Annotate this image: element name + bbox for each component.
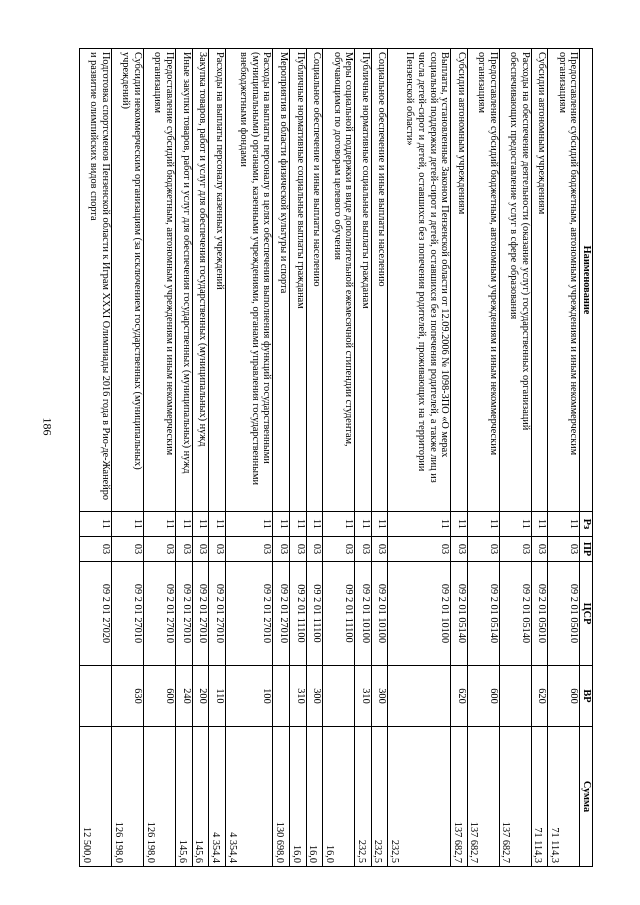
table-header-row [580,49,593,867]
cell-vr: 100 [226,666,273,727]
cell-sum: 137 682,7 [451,727,468,867]
cell-vr [80,666,112,727]
cell-sum: 126 198,0 [112,727,144,867]
cell-csr: 09 2 01 27010 [192,562,209,666]
table-row [531,49,548,867]
cell-name: Мероприятия в области физической культуры и спорта [273,49,290,512]
cell-csr: 09 2 01 27010 [209,562,226,666]
cell-pr: 03 [388,537,451,562]
cell-pr: 03 [355,537,372,562]
table-row [388,49,451,867]
cell-sum: 232,5 [371,727,388,867]
cell-csr: 09 2 01 05010 [548,562,580,666]
cell-rz: 11 [192,512,209,537]
cell-csr: 09 2 01 11100 [306,562,323,666]
cell-pr: 03 [306,537,323,562]
cell-name: Расходы на выплаты персоналу казенных учреждений [209,49,226,512]
cell-pr: 03 [112,537,144,562]
cell-name: Предоставление субсидий бюджетным, автономным учреждениям и иным некоммерческим организациям [144,49,176,512]
table-body [80,49,580,867]
cell-vr: 600 [467,666,499,727]
cell-sum: 16,0 [306,727,323,867]
cell-rz: 11 [209,512,226,537]
cell-rz: 11 [499,512,531,537]
cell-vr: 620 [451,666,468,727]
cell-sum: 12 500,0 [80,727,112,867]
cell-pr: 03 [273,537,290,562]
header-csr: ЦСР [580,562,593,666]
cell-pr: 03 [548,537,580,562]
cell-name: Подготовка спортсменов Пензенской области к Играм XXXI Олимпиады 2016 года в Рио-де-Жанейро и развитие олимпийских видов спорта [80,49,112,512]
cell-pr: 03 [209,537,226,562]
cell-sum: 16,0 [289,727,306,867]
table-row [548,49,580,867]
cell-vr: 110 [209,666,226,727]
header-name: Наименование [580,49,593,512]
table-row [371,49,388,867]
cell-csr: 09 2 01 27010 [226,562,273,666]
cell-name: Социальное обеспечение и иные выплаты населению [371,49,388,512]
table-row [112,49,144,867]
cell-sum: 4 354,4 [209,727,226,867]
cell-pr: 03 [323,537,355,562]
table-row [306,49,323,867]
cell-sum: 232,5 [355,727,372,867]
cell-csr: 09 2 01 10100 [355,562,372,666]
cell-pr: 03 [371,537,388,562]
cell-name: Выплаты, установленные Законом Пензенской области от 12.09.2006 № 1098-ЗПО «О мерах социальной поддержки детей-сирот и детей, оставшихся без попечения родителей, а также лиц из числа детей-сирот и детей, оставшихся без попечения родителей, проживающих на территории Пензенской области» [388,49,451,512]
cell-rz: 11 [388,512,451,537]
table-row [323,49,355,867]
cell-vr: 310 [355,666,372,727]
cell-vr [499,666,531,727]
table-row [209,49,226,867]
cell-name: Субсидии автономным учреждениям [451,49,468,512]
cell-name: Предоставление субсидий бюджетным, автономным учреждениям и иным некоммерческим организациям [548,49,580,512]
cell-rz: 11 [112,512,144,537]
cell-csr: 09 2 01 11100 [323,562,355,666]
cell-rz: 11 [176,512,193,537]
cell-sum: 4 354,4 [226,727,273,867]
cell-csr: 09 2 01 05140 [451,562,468,666]
cell-name: Закупка товаров, работ и услуг для обеспечения государственных (муниципальных) нужд [192,49,209,512]
cell-csr: 09 2 01 27010 [112,562,144,666]
cell-pr: 03 [80,537,112,562]
cell-pr: 03 [499,537,531,562]
cell-rz: 11 [226,512,273,537]
table-row [499,49,531,867]
cell-pr: 03 [226,537,273,562]
header-rz: Рз [580,512,593,537]
cell-vr: 240 [176,666,193,727]
cell-rz: 11 [289,512,306,537]
header-pr: ПР [580,537,593,562]
cell-sum: 16,0 [323,727,355,867]
cell-sum: 145,6 [176,727,193,867]
cell-csr: 09 2 01 10100 [388,562,451,666]
cell-sum: 71 114,3 [548,727,580,867]
cell-rz: 11 [355,512,372,537]
cell-name: Меры социальной поддержки в виде дополнительной ежемесячной стипендии студентам, обучающимся по договорам целевого обучения [323,49,355,512]
table-row [192,49,209,867]
cell-name: Расходы на выплаты персоналу в целях обеспечения выполнения функций государственными (муниципальными) органами, казенными учреждениями, органами управления государственными внебюджетными фондами [226,49,273,512]
table-row [226,49,273,867]
cell-csr: 09 2 01 05140 [467,562,499,666]
header-vr: ВР [580,666,593,727]
cell-name: Публичные нормативные социальные выплаты гражданам [289,49,306,512]
cell-vr: 630 [112,666,144,727]
cell-rz: 11 [323,512,355,537]
cell-vr: 600 [144,666,176,727]
cell-csr: 09 2 01 27010 [176,562,193,666]
table-row [451,49,468,867]
cell-rz: 11 [144,512,176,537]
cell-vr [323,666,355,727]
cell-sum: 137 682,7 [499,727,531,867]
cell-vr: 200 [192,666,209,727]
cell-name: Субсидии автономным учреждениям [531,49,548,512]
cell-sum: 232,5 [388,727,451,867]
cell-name: Расходы на обеспечение деятельности (оказание услуг) государственных организаций обеспечивающих предоставление услуг в сфере образования [499,49,531,512]
cell-sum: 71 114,3 [531,727,548,867]
cell-pr: 03 [289,537,306,562]
cell-pr: 03 [192,537,209,562]
page-number: 186 [40,417,55,436]
cell-vr: 620 [531,666,548,727]
cell-vr: 600 [548,666,580,727]
header-sum: Сумма [580,727,593,867]
cell-name: Публичные нормативные социальные выплаты гражданам [355,49,372,512]
cell-name: Социальное обеспечение и иные выплаты населению [306,49,323,512]
cell-csr: 09 2 01 10100 [371,562,388,666]
cell-sum: 145,6 [192,727,209,867]
budget-table [79,48,593,867]
table-row [144,49,176,867]
table-row [355,49,372,867]
cell-csr: 09 2 01 27010 [273,562,290,666]
cell-csr: 09 2 01 05010 [531,562,548,666]
table-row [467,49,499,867]
cell-csr: 09 2 01 27010 [144,562,176,666]
cell-vr: 300 [371,666,388,727]
cell-pr: 03 [451,537,468,562]
cell-csr: 09 2 01 05140 [499,562,531,666]
cell-vr: 300 [306,666,323,727]
cell-pr: 03 [531,537,548,562]
table-row [273,49,290,867]
table-row [80,49,112,867]
cell-rz: 11 [273,512,290,537]
cell-vr: 310 [289,666,306,727]
cell-pr: 03 [144,537,176,562]
cell-pr: 03 [467,537,499,562]
cell-csr: 09 2 01 27020 [80,562,112,666]
cell-rz: 11 [80,512,112,537]
cell-sum: 126 198,0 [144,727,176,867]
cell-name: Предоставление субсидий бюджетным, автономным учреждениям и иным некоммерческим организациям [467,49,499,512]
cell-sum: 137 682,7 [467,727,499,867]
rotated-page-content [79,48,593,866]
cell-rz: 11 [451,512,468,537]
cell-rz: 11 [306,512,323,537]
cell-sum: 130 698,0 [273,727,290,867]
table-row [289,49,306,867]
cell-vr [388,666,451,727]
cell-vr [273,666,290,727]
cell-rz: 11 [371,512,388,537]
cell-pr: 03 [176,537,193,562]
cell-rz: 11 [467,512,499,537]
cell-rz: 11 [548,512,580,537]
cell-csr: 09 2 01 11100 [289,562,306,666]
cell-name: Субсидии некоммерческим организациям (за исключением государственных (муниципальных) учреждений) [112,49,144,512]
cell-name: Иные закупки товаров, работ и услуг для обеспечения государственных (муниципальных) нужд [176,49,193,512]
table-row [176,49,193,867]
cell-rz: 11 [531,512,548,537]
